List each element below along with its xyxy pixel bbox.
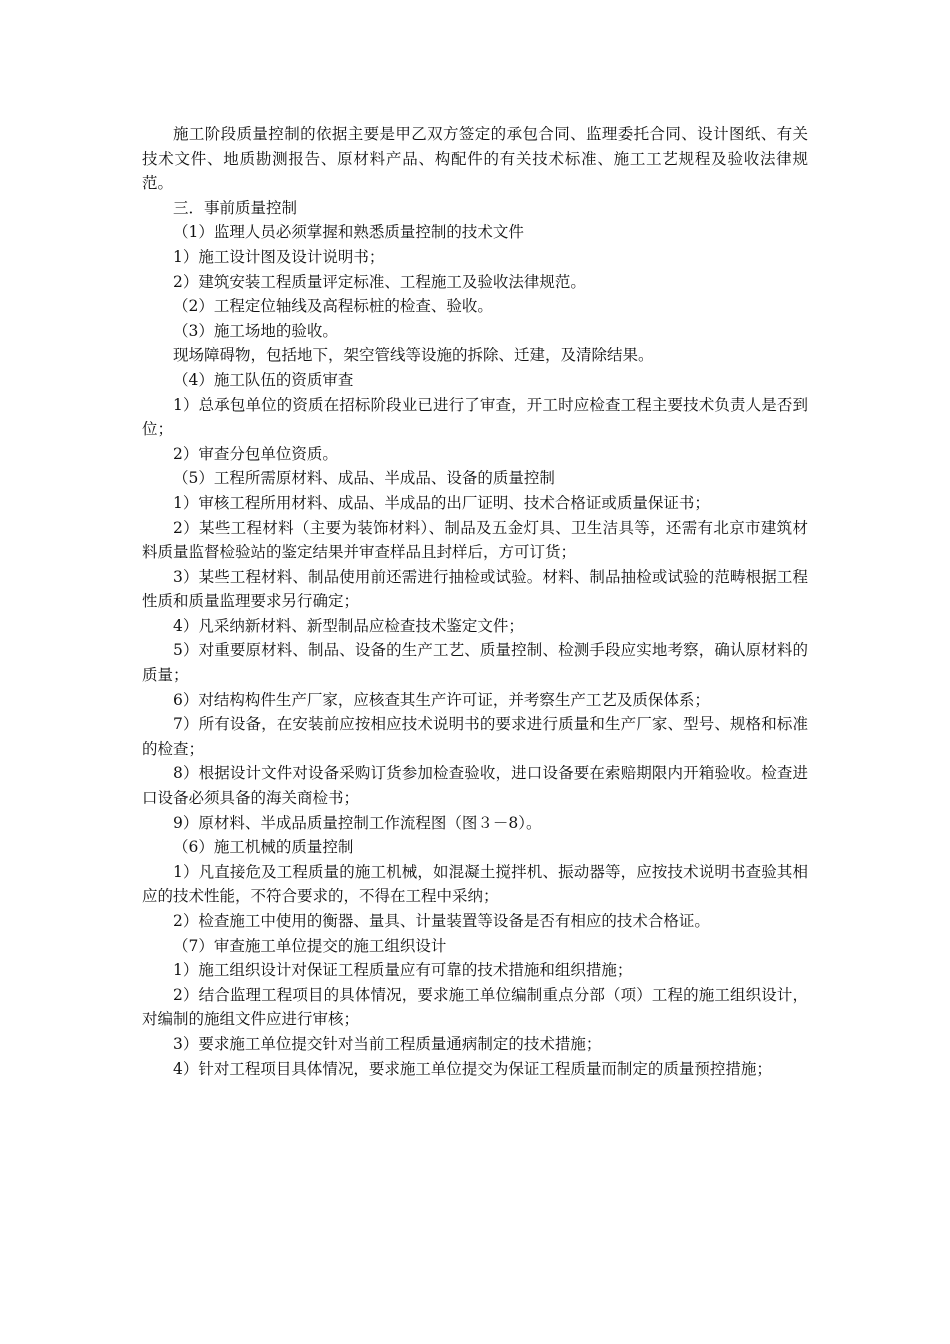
subheading-site-acceptance: （3）施工场地的验收。 [173, 321, 338, 340]
list-item: 3）要求施工单位提交针对当前工程质量通病制定的技术措施； [173, 1034, 602, 1053]
list-item: 7）所有设备，在安装前应按相应技术说明书的要求进行质量和生产厂家、型号、规格和标准的检查； [142, 715, 808, 758]
list-item: 4）针对工程项目具体情况，要求施工单位提交为保证工程质量而制定的质量预控措施； [173, 1059, 772, 1078]
subheading-team-qualification: （4）施工队伍的资质审查 [173, 370, 354, 389]
subheading-machinery-control: （6）施工机械的质量控制 [173, 838, 354, 857]
document-body [142, 122, 808, 1081]
list-item: 1）凡直接危及工程质量的施工机械，如混凝土搅拌机、振动器等，应按技术说明书查验其相应的技术性能，不符合要求的，不得在工程中采纳； [142, 862, 808, 906]
list-item: 6）对结构构件生产厂家，应核查其生产许可证，并考察生产工艺及质保体系； [173, 690, 710, 709]
section-heading-pre-control: 三．事前质量控制 [173, 198, 298, 217]
list-item: 5）对重要原材料、制品、设备的生产工艺、质量控制、检测手段应实地考察，确认原材料的质量； [142, 641, 808, 685]
list-item: 2）审查分包单位资质。 [173, 444, 338, 463]
list-item: 2）建筑安装工程质量评定标准、工程施工及验收法律规范。 [173, 272, 586, 291]
subheading-construction-plan-review: （7）审查施工单位提交的施工组织设计 [173, 936, 447, 955]
paragraph-obstacles: 现场障碍物，包括地下，架空管线等设施的拆除、迁建，及清除结果。 [173, 346, 654, 365]
list-item: 8）根据设计文件对设备采购订货参加检查验收，进口设备要在索赔期限内开箱验收。检查进口设备必须具备的海关商检书； [142, 764, 808, 808]
list-item: 3）某些工程材料、制品使用前还需进行抽检或试验。材料、制品抽检或试验的范畴根据工程性质和质量监理要求另行确定； [142, 567, 808, 611]
subheading-materials-control: （5）工程所需原材料、成品、半成品、设备的质量控制 [173, 469, 555, 488]
subheading-technical-documents: （1）监理人员必须掌握和熟悉质量控制的技术文件 [173, 223, 524, 242]
paragraph-basis: 施工阶段质量控制的依据主要是甲乙双方签定的承包合同、监理委托合同、设计图纸、有关技术文件、地质勘测报告、原材料产品、构配件的有关技术标准、施工工艺规程及验收法律规范。 [142, 125, 808, 193]
list-item: 2）检查施工中使用的衡器、量具、计量装置等设备是否有相应的技术合格证。 [173, 912, 710, 930]
list-item: 1）施工设计图及设计说明书； [173, 247, 385, 266]
list-item: 2）结合监理工程项目的具体情况，要求施工单位编制重点分部（项）工程的施工组织设计，对编制的施组文件应进行审核； [142, 985, 808, 1029]
list-item: 2）某些工程材料（主要为装饰材料）、制品及五金灯具、卫生洁具等，还需有北京市建筑材料质量监督检验站的鉴定结果并审查样品且封样后，方可订货； [142, 518, 808, 562]
list-item: 1）审核工程所用材料、成品、半成品的出厂证明、技术合格证或质量保证书； [173, 493, 710, 512]
subheading-axis-check: （2）工程定位轴线及高程标桩的检查、验收。 [173, 297, 493, 316]
list-item: 1）总承包单位的资质在招标阶段业已进行了审查，开工时应检查工程主要技术负责人是否到位； [142, 395, 808, 439]
list-item: 9）原材料、半成品质量控制工作流程图（图３－8）。 [173, 813, 542, 832]
list-item: 4）凡采纳新材料、新型制品应检查技术鉴定文件； [173, 616, 524, 635]
list-item: 1）施工组织设计对保证工程质量应有可靠的技术措施和组织措施； [173, 961, 633, 980]
